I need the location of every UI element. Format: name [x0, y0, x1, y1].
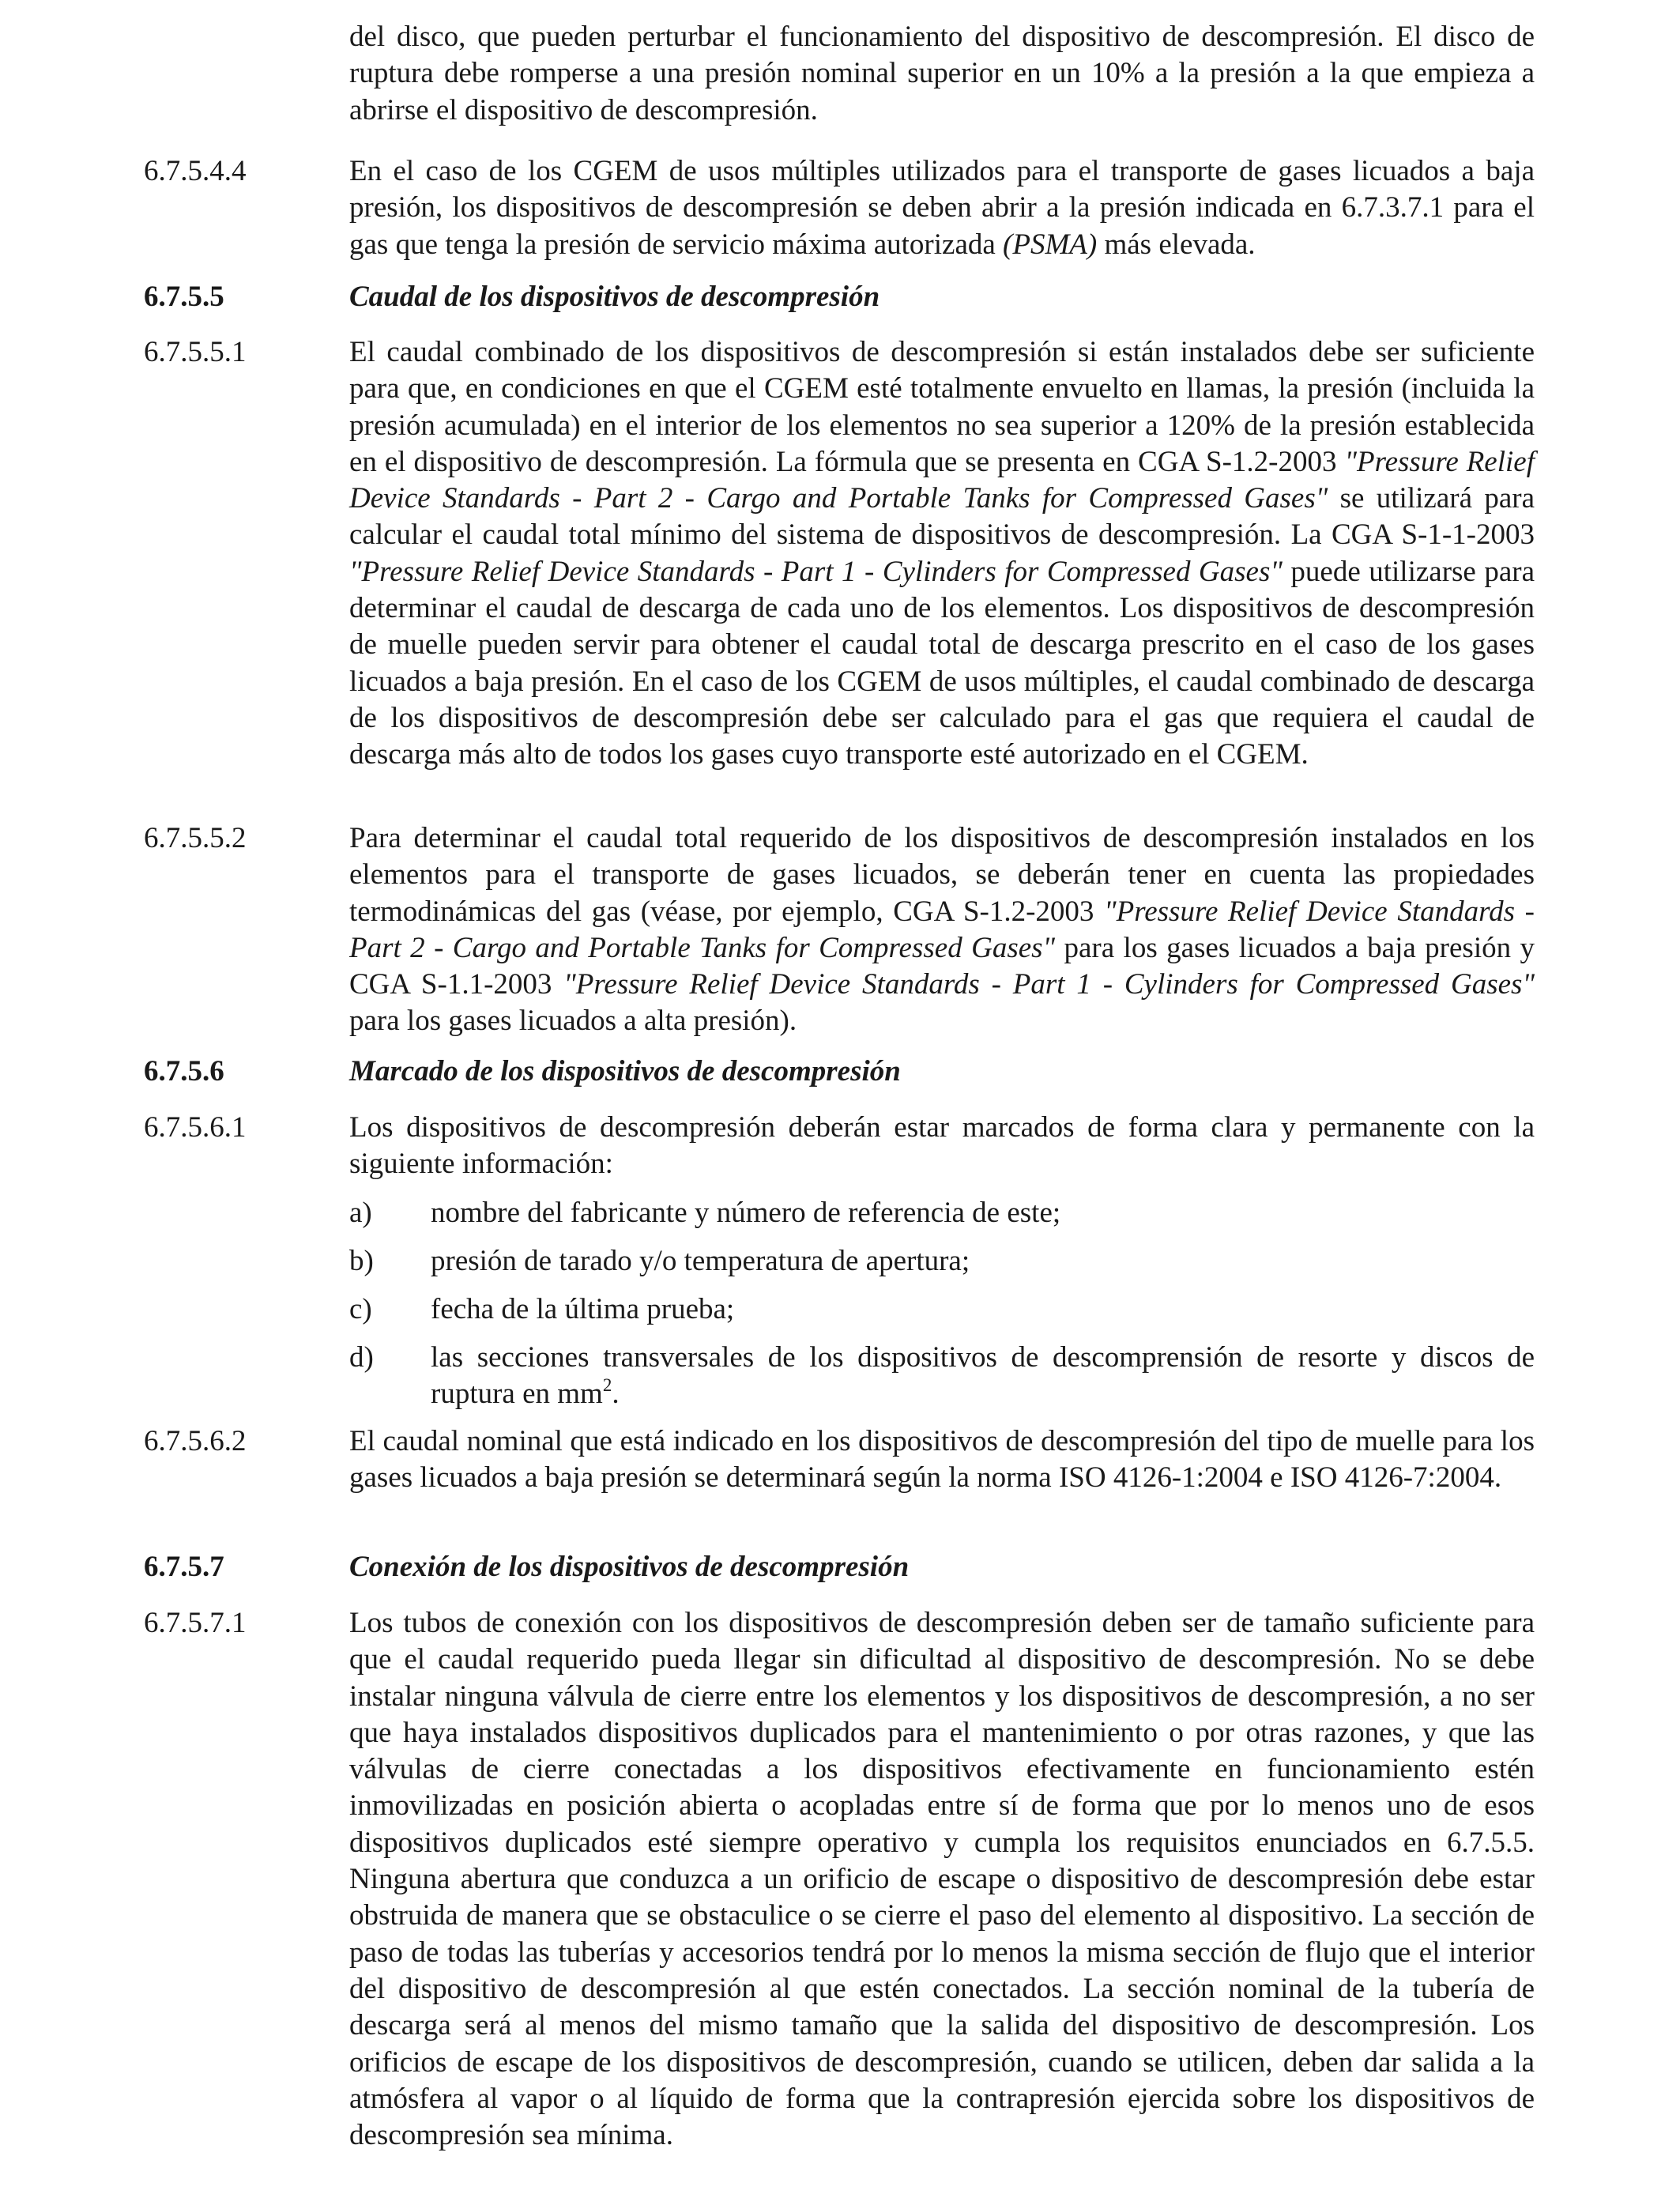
heading-number: 6.7.5.7 — [144, 1551, 224, 1583]
heading-title: Caudal de los dispositivos de descompresión — [349, 281, 880, 313]
section-number: 6.7.5.7.1 — [144, 1607, 247, 1639]
list-item-label: d) — [349, 1341, 374, 1374]
list-item-text: las secciones transversales de los dispositivos de descomprensión de resorte y discos de ruptura en $mm^2$. — [431, 1341, 1535, 1411]
list-item-label: b) — [349, 1245, 374, 1277]
section-number: 6.7.5.4.4 — [144, 155, 247, 187]
paragraph-text: del disco, que pueden perturbar el funcionamiento del dispositivo de descompresión. El disco de ruptura debe romperse a una presión nominal superior en un 10% a la presión a la que empieza a abrirse el dispositivo de descompresión. — [349, 21, 1535, 126]
superscript: 2 — [602, 1374, 612, 1395]
list-item-text: presión de tarado y/o temperatura de apertura; — [431, 1245, 970, 1277]
list-item-text: fecha de la última prueba; — [431, 1293, 735, 1325]
paragraph-text: Para determinar el caudal total requerido de los dispositivos de descompresión instalados en los elementos para el transporte de gases licuados, se deberán tener en cuenta las propiedades termodinámicas del gas (véase, por ejemplo, CGA S-1.2-2003 "Pressure Relief Device Standards - Part 2 - Cargo and Portable Tanks for Compressed Gases" para los gases licuados a baja presión y CGA S-1.1-2003 "Pressure Relief Device Standards - Part 1 - Cylinders for Compressed Gases" para los gases licuados a alta presión). — [349, 822, 1535, 1038]
paragraph-text: Los tubos de conexión con los dispositivos de descompresión deben ser de tamaño suficiente para que el caudal requerido pueda llegar sin dificultad al dispositivo de descompresión. No se debe instalar ninguna válvula de cierre entre los elementos y los dispositivos de descompresión, a no ser que haya instalados dispositivos duplicados para el mantenimiento o por otras razones, y que las válvulas de cierre conectadas a los dispositivos efectivamente en funcionamiento estén inmovilizadas en posición abierta o acopladas entre sí de forma que por lo menos uno de esos dispositivos duplicados esté siempre operativo y cumpla los requisitos enunciados en 6.7.5.5. Ninguna abertura que conduzca a un orificio de escape o dispositivo de descompresión debe estar obstruida de manera que se obstaculice o se cierre el paso del elemento al dispositivo. La sección de paso de todas las tuberías y accesorios tendrá por lo menos la misma sección de flujo que el interior del dispositivo de descompresión al que estén conectados. La sección nominal de la tubería de descarga será al menos del mismo tamaño que la salida del dispositivo de descompresión. Los orificios de escape de los dispositivos de descompresión, cuando se utilicen, deben dar salida a la atmósfera al vapor o al líquido de forma que la contrapresión ejercida sobre los dispositivos de descompresión sea mínima. — [349, 1607, 1535, 2152]
paragraph-text: El caudal combinado de los dispositivos de descompresión si están instalados debe ser suficiente para que, en condiciones en que el CGEM esté totalmente envuelto en llamas, la presión (incluida la presión acumulada) en el interior de los elementos no sea superior a 120% de la presión establecida en el dispositivo de descompresión. La fórmula que se presenta en CGA S-1.2-2003 "Pressure Relief Device Standards - Part 2 - Cargo and Portable Tanks for Compressed Gases" se utilizará para calcular el caudal total mínimo del sistema de dispositivos de descompresión. La CGA S-1-1-2003 "Pressure Relief Device Standards - Part 1 - Cylinders for Compressed Gases" puede utilizarse para determinar el caudal de descarga de cada uno de los elementos. Los dispositivos de descompresión de muelle pueden servir para obtener el caudal total de descarga prescrito en el caso de los gases licuados a baja presión. En el caso de los CGEM de usos múltiples, el caudal combinado de descarga de los dispositivos de descompresión debe ser calculado para el gas que requiera el caudal de descarga más alto de todos los gases cuyo transporte esté autorizado en el CGEM. — [349, 336, 1535, 771]
heading-title: Marcado de los dispositivos de descompresión — [349, 1055, 901, 1088]
section-number: 6.7.5.5.2 — [144, 822, 247, 854]
paragraph-text: El caudal nominal que está indicado en los dispositivos de descompresión del tipo de muelle para los gases licuados a baja presión se determinará según la norma ISO 4126-1:2004 e ISO 4126-7:2004. — [349, 1425, 1535, 1495]
heading-title: Conexión de los dispositivos de descompresión — [349, 1551, 910, 1583]
section-number: 6.7.5.6.2 — [144, 1425, 247, 1457]
section-number: 6.7.5.5.1 — [144, 336, 247, 368]
paragraph-text: Los dispositivos de descompresión deberán estar marcados de forma clara y permanente con la siguiente información: — [349, 1111, 1535, 1181]
list-item-label: c) — [349, 1293, 372, 1325]
paragraph-text: En el caso de los CGEM de usos múltiples utilizados para el transporte de gases licuados a baja presión, los dispositivos de descompresión se deben abrir a la presión indicada en 6.7.3.7.1 para el gas que tenga la presión de servicio máxima autorizada (PSMA) más elevada. — [349, 155, 1535, 261]
heading-number: 6.7.5.6 — [144, 1055, 224, 1088]
section-number: 6.7.5.6.1 — [144, 1111, 247, 1144]
list-item-text: nombre del fabricante y número de referencia de este; — [431, 1197, 1061, 1229]
heading-number: 6.7.5.5 — [144, 281, 224, 313]
list-item-label: a) — [349, 1197, 372, 1229]
